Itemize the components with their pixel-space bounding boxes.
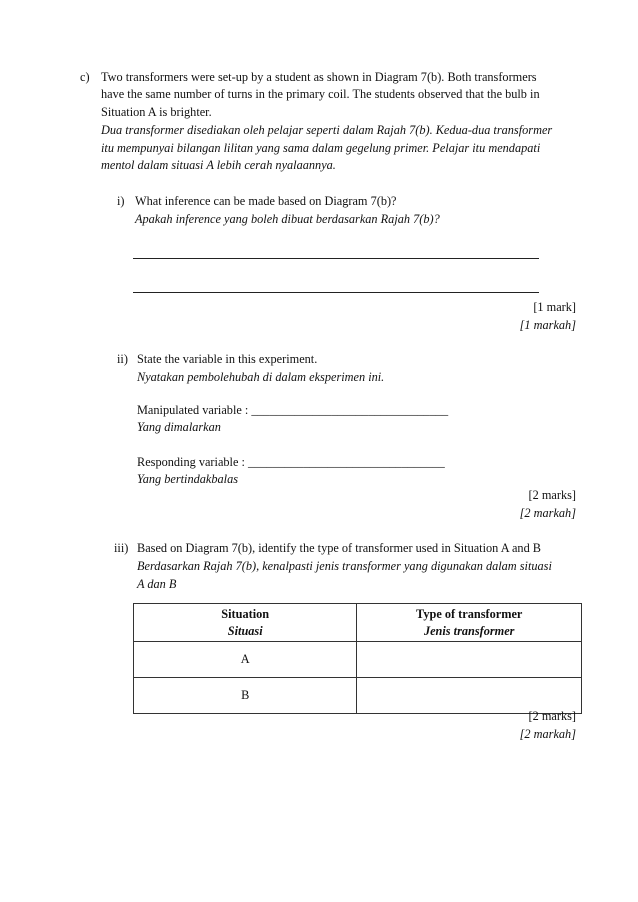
part-c-text-en-1: Two transformers were set-up by a student as shown in Diagram 7(b). Both transformers [101,70,537,84]
situation-cell-b: B [134,678,357,714]
table-row [134,642,582,678]
answer-line-1[interactable] [133,258,539,259]
question-iii-text-ms-1: Berdasarkan Rajah 7(b), kenalpasti jenis transformer yang digunakan dalam situasi [137,559,552,573]
question-i-label: i) [117,194,125,208]
part-c-label: c) [80,70,90,84]
question-ii-marks-ms: [2 markah] [519,506,576,520]
question-i-text-en: What inference can be made based on Diagram 7(b)? [135,194,397,208]
header-situation-ms: Situasi [227,623,263,638]
question-i-marks-en: [1 mark] [533,300,576,314]
manipulated-variable-field[interactable]: Manipulated variable : ________________________________ [137,403,449,417]
question-ii-text-en: State the variable in this experiment. [137,352,318,366]
question-iii-label: iii) [114,541,129,555]
question-iii-text-en: Based on Diagram 7(b), identify the type of transformer used in Situation A and B [137,541,542,555]
table-header-row [134,604,582,642]
question-i-marks-ms: [1 markah] [519,318,576,332]
part-c-text-en-2: have the same number of turns in the primary coil. The students observed that the bulb in [101,87,540,101]
transformer-table [133,603,582,714]
header-situation [134,604,357,642]
situation-cell-a: A [134,642,357,678]
question-iii-marks-en: [2 marks] [528,709,576,723]
part-c-text-en-3: Situation A is brighter. [101,105,212,119]
part-c-text-ms-3: mentol dalam situasi A lebih cerah nyalaannya. [101,158,336,172]
question-ii-label: ii) [117,352,128,366]
table-row [134,678,582,714]
header-transformer-type-en: Type of transformer [416,606,523,621]
header-situation-en: Situation [221,606,270,621]
responding-variable-field[interactable]: Responding variable : ________________________________ [137,455,445,469]
question-iii-text-ms-2: A dan B [137,577,177,591]
part-c-text-ms-1: Dua transformer disediakan oleh pelajar seperti dalam Rajah 7(b). Kedua-dua transformer [101,123,553,137]
header-transformer-type-ms: Jenis transformer [423,623,515,638]
part-c-text-ms-2: itu mempunyai bilangan lilitan yang sama dalam gegelung primer. Pelajar itu mendapati [101,141,541,155]
transformer-answer-cell-a[interactable] [357,642,582,678]
question-ii-text-ms: Nyatakan pembolehubah di dalam eksperimen ini. [137,370,385,384]
question-i-text-ms: Apakah inference yang boleh dibuat berdasarkan Rajah 7(b)? [135,212,440,226]
answer-line-2[interactable] [133,292,539,293]
responding-variable-ms: Yang bertindakbalas [137,472,239,486]
manipulated-variable-ms: Yang dimalarkan [137,420,221,434]
header-transformer-type [357,604,582,642]
question-ii-marks-en: [2 marks] [528,488,576,502]
question-iii-marks-ms: [2 markah] [519,727,576,741]
